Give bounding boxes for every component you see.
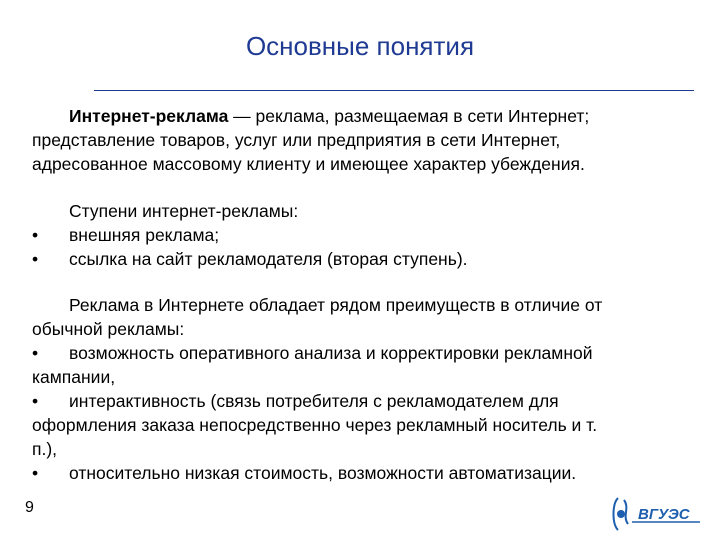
list-item <box>32 247 702 271</box>
title-divider <box>94 90 694 91</box>
definition-line-3: адресованное массовому клиенту и имеющее характер убеждения. <box>32 154 585 174</box>
definition-line-2: представление товаров, услуг или предприятия в сети Интернет, <box>32 130 561 150</box>
definition-text: — реклама, размещаемая в сети Интернет; <box>228 106 590 126</box>
list-item <box>32 461 702 485</box>
stage-item-1: внешняя реклама; <box>69 225 220 245</box>
stages-heading: Ступени интернет-рекламы: <box>69 201 299 221</box>
bullet-icon: • <box>32 249 39 269</box>
list-item <box>32 389 702 413</box>
stage-item-2: ссылка на сайт рекламодателя (вторая ступень). <box>69 249 468 269</box>
list-item <box>32 341 702 365</box>
university-logo <box>608 494 704 534</box>
advantage-1-line-1: возможность оперативного анализа и корректировки рекламной <box>69 343 593 363</box>
advantage-2-line-1: интерактивность (связь потребителя с рекламодателем для <box>69 391 559 411</box>
bullet-icon: • <box>32 343 39 363</box>
advantages-intro-line-2: обычной рекламы: <box>32 319 185 339</box>
logo-wordmark: ВГУЭС <box>638 506 690 523</box>
bullet-icon: • <box>32 463 39 483</box>
bullet-icon: • <box>32 225 39 245</box>
list-item <box>32 223 702 247</box>
advantages-intro-line-1: Реклама в Интернете обладает рядом преимуществ в отличие от <box>69 295 603 315</box>
advantage-2-line-2: оформления заказа непосредственно через рекламный носитель и т. <box>32 415 598 435</box>
advantage-3: относительно низкая стоимость, возможности автоматизации. <box>69 463 577 483</box>
definition-line-1 <box>32 104 702 128</box>
definition-term: Интернет-реклама <box>69 106 229 126</box>
advantage-1-line-2: кампании, <box>32 367 116 387</box>
page-number: 9 <box>25 499 34 516</box>
slide-body <box>32 104 702 485</box>
bullet-icon: • <box>32 391 39 411</box>
advantage-2-line-3: п.), <box>32 439 58 459</box>
slide-title: Основные понятия <box>245 31 475 61</box>
